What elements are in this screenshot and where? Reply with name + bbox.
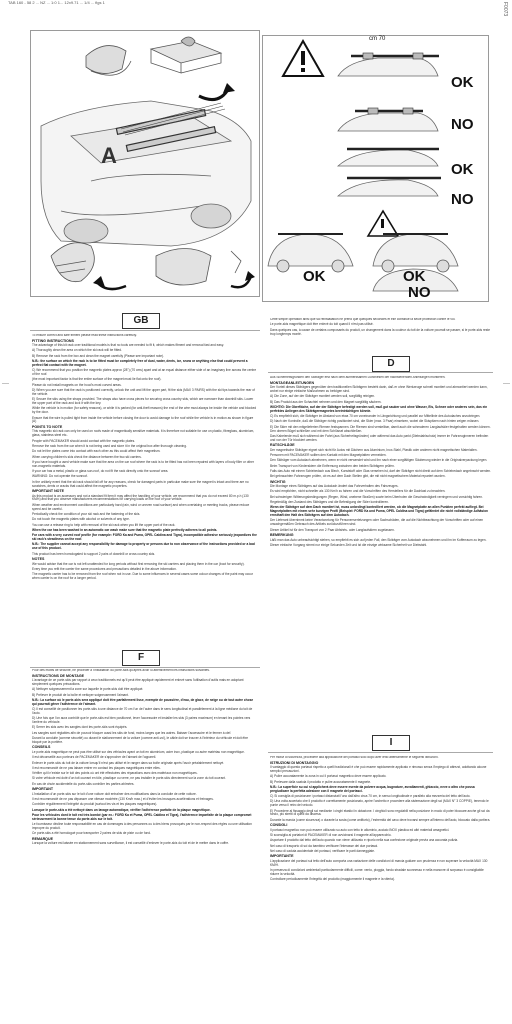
section-paragraph: People with PACEMAKER should avoid contact with the magnetic plates.	[32, 438, 136, 443]
section-paragraph: C) We recommend that you position the magnetic plates approx (28") (70 cms) apart and at an equal distance either side of an imaginary line across the centre of the roof.	[32, 368, 257, 376]
intro-text: To ensure correct and safe fitment please read these instructions carefully.	[32, 334, 137, 337]
section-paragraph: This magnetic ski rack can only be used on roofs made of magnetically sensitive materials. It is therefore not suitable for use on plastic, fibreglass, aluminium, glass, stainless steel etc..	[32, 429, 255, 438]
section-heading: CONSIGLI	[270, 823, 288, 828]
section-paragraph: Ce porte-skis a été homologué pour transporter 2 paires de skis de piste ou de fond.	[32, 831, 151, 836]
section-paragraph: Bei schwierigen Witterungsbedingungen (Regen, Wind, unebene Straßen) sowie beim Überholen die Geschwindigkeit verringern und vorsichtig fahren.	[270, 494, 483, 499]
divider	[30, 667, 260, 668]
section-paragraph: Den Skiträger vom Autodach abnehmen, wenn er nicht verwendet wird und ihn nach einer sorgfältigen Säuberung wieder in die Originalverpackung legen.	[270, 458, 488, 463]
section-paragraph: Durant la conduite (comme sécurité) ou durant le stationnement de la voiture (comme anti-vol), le câble doit se trouver à l'intérieur du véhicule et doit être bloqué par la portière.	[32, 736, 249, 744]
section-paragraph: Il est recommandé de ne pas dépasser une vitesse modérée (130 Km/h max.) et d'éviter les brusques accélérations et freinages.	[32, 796, 214, 801]
verdict-no: NO	[408, 284, 431, 301]
illustration-positioning	[262, 35, 489, 302]
f-sections	[32, 675, 258, 847]
instructions-f-continued	[270, 318, 492, 354]
section-paragraph: B) Prelevare dalla scatola il prodotto e pulire accuratamente il magnete.	[270, 779, 371, 784]
verdict-ok: OK	[303, 268, 326, 285]
section-paragraph: Beim Transport von Kinderskiern die Entfernung zwischen den beiden Skiträgern prüfen.	[270, 463, 395, 468]
section-paragraph: Do not let the plates come into contact with each other as this could affect their magnetism.	[32, 449, 161, 454]
section-paragraph: Der Lieferant übernimmt keine Verantwortung für Personenverletzungen oder Sachschäden, die auf die Nichtbeachtung der Vorschriften oder auf einen unsachgemäßen Gebrauch des Artikels zurückzuführen sind.	[270, 518, 484, 527]
instructions-f	[32, 669, 258, 1014]
section-paragraph: When weather and environment conditions are particularly hard (rain, wind or uneven road surface) and when overtaking or meeting trucks, please reduce speed and be careful.	[32, 502, 250, 511]
section-paragraph: Please do not install magnets on the hood's most curved areas.	[32, 382, 122, 387]
section-paragraph: If your car has a metal, plastic or glass sun-roof, do not fit the rack directly onto the sunroof area.	[32, 469, 169, 473]
section-paragraph: B) Das Produkt aus der Schachtel nehmen und den Magnet sorgfältig säubern.	[270, 399, 382, 404]
section-paragraph: (the most important factor is that the entire surface of the magnet must lie flat onto the roof).	[32, 377, 162, 382]
section-paragraph: Falls das Auto mit einem Schiebedach aus Blech, Kunststoff oder Glas versehen ist, darf der Skiträger nicht direkt auf dem Schiebedach angebracht werden.	[270, 468, 492, 473]
section-heading: INSTRUCTIONS DE MONTAGE	[32, 673, 85, 678]
section-paragraph: Le fournisseur décline toute responsabilité en cas de dommages à des personnes ou à des biens provoqués par le non-respect des règles ou une utilisation impropre du produit.	[32, 822, 252, 830]
section-heading: FITTING INSTRUCTIONS	[32, 338, 74, 343]
section-paragraph: You can use a release ring to help with removal of the ski rack when you lift the upper part of the rack.	[32, 522, 176, 527]
section-paragraph: For cars with a very curved roof profile (for example: FORD Ka and Puma, OPEL Caldina and Tigra), incompatible adhesive seriously jeopardizes the ski rack's steadiness on the roof.	[32, 533, 257, 541]
section-paragraph: Das Kabelende muß sich während der Fahrt (aus Sicherheitsgründen) oder während das Auto parkt (Diebstahlschutz) immer im Fahrzeuginneren befinden und von der Tür blockiert werden.	[270, 433, 489, 442]
section-paragraph: Asportare il prodotto dal tetto dell'auto quando non viene utilizzato e riporlo nella sua confezione originale previa una accurata pulizia.	[270, 838, 459, 843]
gb-sections	[32, 340, 258, 581]
section-paragraph: Contrôler régulièrement l'intégrité du produit (surtout les vis et les plaques magnétiques).	[32, 802, 158, 807]
verdict-ok: OK	[403, 268, 426, 285]
section-paragraph: A) Pulire accuratamente la zona in cui il portasci magnetico deve essere applicato.	[270, 774, 387, 779]
page-number: F0073	[502, 2, 508, 17]
intro-text: Per motivi di sicurezza, procedere alla applicazione del portasci solo dopo aver letto attentamente le seguenti istruzioni.	[270, 756, 439, 759]
section-paragraph: Lorsque le porte-skis a été nettoyé dans un lavage automatique, vérifier l'adhérence parfaite de la plaque magnétique.	[32, 807, 211, 812]
section-paragraph: N.B.: The supplier cannot accept any responsibility for damage to property or persons due to non observance of the instructions provided or a bad use of this product.	[32, 542, 255, 551]
section-paragraph: Bei gebrauchten Fahrzeugen prüfen, ob es auf dem Dach Stellen gibt, die mit nicht magnetischem Material repariert wurden.	[270, 474, 446, 479]
section-paragraph: If you have bought a used vehicle make sure that the area on the car roof where the rack is to be fitted has not been repaired with layers of body filler or other non-magnetic materials.	[32, 459, 255, 468]
section-paragraph: The magnetic carrier has to be removed from the roof when not in use. Due to some influences in several cases some colour changes of the paint may occur when carrier is on the roof for a longer period.	[32, 572, 253, 580]
section-heading: IMPORTANT NOTE	[32, 489, 65, 493]
section-paragraph: This product has been homologated to support 2 pairs of downhill or cross country skis.	[32, 551, 156, 556]
section-paragraph: D) Une fois que l'on aura contrôlé que le porte-skis est bien positionné, lever l'accessoire et installer les skis (3 paires maximum) en tenant les pointes vers l'arrière du véhicule.	[32, 716, 251, 725]
section-paragraph: Nel caso di caduta accidentale del portasci, verificare le parti danneggiate.	[270, 848, 375, 853]
verdict-ok: OK	[451, 161, 474, 178]
section-paragraph: The advantage of this kit rack over traditional models is that no tools are needed to fit it, which makes fitment and removal fast and easy.	[32, 343, 224, 347]
section-paragraph: N.B.: the surface on which the rack is to be fitted must be completely free of dust, water, dents, ice, snow or anything else that could prevent a perfect flat contact with the magnet.	[32, 358, 248, 367]
lang-tab-gb: GB	[122, 313, 160, 329]
section-paragraph: Die Montage eines Skiträgers auf das Autodach ändert das Fahrverhalten des Fahrzeuges.	[270, 484, 399, 489]
section-paragraph: Les sangles sont réglables afin de pouvoir bloquer aussi les skis de fond, moins larges que les autres. Baisser l'accessoire et le fermer à clef.	[32, 730, 232, 735]
section-paragraph: C) Il est conseillé de positionner les porte-skis à une distance de 70 cm l'un de l'autre dans le sens longitudinal et parallèlement à la ligne médiane du toit de l'auto.	[32, 707, 253, 715]
instructions-i	[270, 756, 492, 1018]
illustration-fitting	[30, 30, 260, 297]
intro-text: Pour des motifs de sécurité, ne procéder à l'installation du porte-skis qu'après avoir lu attentivement les instructions suivantes.	[32, 669, 210, 672]
section-paragraph: Ensure that the wire is pulled tight from inside the vehicle before closing the door to avoid damage to the roof while the vehicle is in motion as shown in figure (A)	[32, 415, 254, 424]
section-paragraph: Wenn der Skiträger auf dem Dach montiert ist, muss unbedingt kontrolliert werden, ob die Magnetplatte an allen Punkten perfekt aufliegt. Bei Magnetplatten mit einem sehr kurvigen Profil (Beispiel: FORD Ka und Puma, OPEL Caldina und Tigra) gefährdet die nicht vollständige Adhäsion ernsthaft den Halt des Skiträgers auf dem Autodach.	[270, 505, 488, 518]
section-paragraph: Do not touch the magnetic plates with alcohol or solvents of any type.	[32, 517, 130, 522]
registration-mark: —	[503, 380, 510, 387]
section-paragraph: Si sconsiglia ai portatori di PACEMAKER di non avvicinarsi il magnete all'apparecchio.	[270, 833, 392, 837]
verdict-no: NO	[451, 191, 474, 208]
section-heading: ISTRUZIONI DI MONTAGGIO	[270, 760, 319, 765]
section-paragraph: B) Remove the rack from the box and clean the magnet carefully (Please see important note).	[32, 353, 164, 358]
distance-label: cm 70	[369, 36, 386, 42]
section-heading: NOTES	[32, 557, 45, 561]
section-heading: REMARQUE	[32, 836, 53, 841]
continued-text: Cette simple opération ainsi que sa réinstallation ne prend que quelques secondes et elle constitue la seule protection contre le vol.	[270, 318, 456, 321]
section-paragraph: Il vantaggio di questo portasci rispetto a quelli tradizionali è che può essere rapidamente applicato e rimosso senza l'impiego di attrezzi, adottando alcune semplici precauzioni.	[270, 765, 487, 773]
section-heading: IMPORTANTE	[270, 854, 294, 859]
section-paragraph: A) Nettoyer soigneusement la zone sur laquelle le porte-skis doit être appliqué.	[32, 687, 144, 692]
section-paragraph: D) When you are sure that the rack is positioned correctly, unlock the unit and lift the upper part, fit the skis (MAX 3 PAIRS) with the ski tips towards the rear of the vehicle.	[32, 387, 255, 396]
section-heading: IMPORTANT	[32, 787, 54, 792]
lang-tab-f: F	[122, 650, 160, 666]
section-paragraph: Si votre véhicule est doté d'un toit ouvrant en tôle, plastique ou verre, ne pas installer le porte-skis directement sur la zone du toit ouvrant.	[32, 776, 226, 781]
section-paragraph: E) Serrer les skis avec les sangles dont les porte-skis sont équipés.	[32, 725, 128, 730]
section-paragraph: D) Una volta accertato che il prodotto è correttamente posizionato, aprire l'archetto e procedere alla sistemazione degli sci (MAX N° 3 COPPIE), tenendo le punte verso il retro del veicolo.	[270, 799, 489, 808]
divider	[30, 330, 260, 331]
section-paragraph: Vérifier qu'il n'existe sur le toit des points où ont été effectuées des réparations avec des matériaux non magnétiques.	[32, 771, 198, 776]
section-paragraph: L'avantage de ce porte-skis par rapport à ceux traditionnels est qu'il peut être appliqué rapidement et enlevé sans l'utilisation d'outils mais en adoptant simplement quelques précautions.	[32, 678, 244, 686]
section-heading: MONTAGEANLEITUNGEN	[270, 380, 315, 385]
continued-text: Le porte-skis magnétique doit être enlevé du toit quand il n'est pas utilisé.	[270, 322, 374, 327]
section-paragraph: Regelmäßig den Zustand des Skiträgers und die Befestigung der Skier kontrollieren.	[270, 500, 389, 505]
section-paragraph: Es wird empfohlen, nicht schneller als 130 Km/h zu fahren und die Vorschriften des Herstellers für die Dachlast zu beachten.	[270, 489, 446, 494]
fitting-diagram	[31, 31, 259, 296]
section-paragraph: WICHTIG: Die Oberfläche, auf der der Skiträger befestigt werden soll, muß gut sauber und ohne Wasser, Eis, Schnee oder anderes sein, das ein perfektes Anliegen des Skiträgermagnetes beeinträchtigen könnte.	[270, 404, 488, 413]
section-paragraph: Controllare periodicamente l'integrità del prodotto (maggiormente il magnete e la viteria).	[270, 877, 395, 882]
d-sections	[270, 382, 492, 548]
section-paragraph: D) Nach der Kontrolle, daß die Skiträger richtig positioniert sind, die Skier (max. 3 Paar) einsetzen, wobei die Skispitzen nach hinten zeigen müssen.	[270, 419, 480, 424]
registration-mark: —	[2, 380, 9, 387]
section-paragraph: While the vehicle is in motion (for safety reasons), or while it is parked (for anti-theft reasons) the end of the wire must always be inside the vehicle and blocked by the door.	[32, 406, 257, 415]
lang-tab-i: I	[372, 735, 410, 751]
section-heading: BEMERKUNG	[270, 533, 294, 538]
section-paragraph: Il portasci magnetico non può essere utilizzato su auto con tetto in alluminio, acciaio INOX plastica ed altri materiali amagnetici.	[270, 827, 450, 832]
print-header: TAB 160 - 58 2 ... NZ ... 1:0 1... 12x9.71 ... 1/4 ... figs 1	[8, 0, 105, 5]
section-paragraph: We would advise that the car is not left unattended for long periods without first removing the ski carriers and placing them in the car (boot for security).	[32, 561, 245, 566]
verdict-ok: OK	[451, 74, 474, 91]
section-paragraph: Der Vorteil dieses Skiträgers gegenüber den traditionellen Skiträgern besteht darin, daß er ohne Werkzeuge schnell montiert und abmontiert werden kann, wobei nur einige einfache Maßnahmen zu befolgen sind.	[270, 385, 488, 393]
section-heading: CONSEILS	[32, 745, 51, 750]
section-paragraph: When the car has been washed in an automatic car wash make sure that the magnetic plate perfectly adheres to all points.	[32, 527, 218, 532]
section-paragraph: Il est recommandé de ne pas laisser entrer en contact les plaques magnétiques entre elles.	[32, 765, 161, 770]
instructions-gb	[32, 334, 258, 644]
section-paragraph: As this product is an accessory and not a standard fit item it may affect the handling of your vehicle, we recommend that you do not exceed 80 m.p.h (130 KM/h) and that you observe manufacturers recommendations for carrying loads on the roof of your vehicle.	[32, 493, 249, 502]
section-paragraph: WARNING: Do not operate the sunroof.	[32, 474, 88, 479]
section-heading: POINTS TO NOTE	[32, 424, 63, 429]
section-heading: RATSCHLÄGE	[270, 443, 295, 448]
section-paragraph: C) Es empfiehlt sich, die Skiträger im Abstand von etwa 70 cm voneinander in Längsrichtung und parallel zur Mittellinie des Autodaches anzubringen.	[270, 414, 481, 418]
section-paragraph: Pour les véhicules dont le toit est très bombé (par ex.: FORD Ka et Puma, OPEL Caldina et Tigra), l'adhérence imparfaite de la plaque compromet sérieusement la bonne tenue du porte-skis sur le toit.	[32, 812, 252, 821]
verdict-no: NO	[451, 116, 474, 133]
intro-text: Aus Sicherheitsgründen den Skiträger erst nach dem aufmerksamen Durchlesen der nachstehenden Anleitungen montieren.	[270, 376, 446, 379]
section-paragraph: Dieser Artikel ist für den Transport von 2 Paar Abfahrts- oder Langlaufskiern zugelassen.	[270, 527, 395, 532]
instructions-d	[270, 376, 492, 728]
section-paragraph: E) Procedere al fissaggio degli sci mediante i cinghi elastici in dotazione. I cinghioli sono regolabili nella posizione in modo di poter bloccare anche gli sci da fondo, più stretti di quelli da discesa.	[270, 808, 490, 817]
i-sections	[270, 762, 492, 883]
section-paragraph: N.B.: La surface où le porte-skis sera appliqué doit être parfaitement lisse, exempte de poussière, d'eau, de glace, de neige ou de tout autre chose qui pourrait gêner l'adhérence de l'aimant.	[32, 697, 254, 706]
figure-label: A	[101, 143, 117, 168]
section-paragraph: Durante la marcia (come sicurezza) o durante la sosta (come antifurto), l'estremità del cavo deve trovarsi sempre all'interno dell'auto, bloccato dalla portiera.	[270, 817, 491, 822]
section-paragraph: En cas de chute accidentelle du porte-skis contrôler les parties abîmées.	[32, 781, 135, 786]
section-paragraph: In the unlikely event that the ski rack should fall off for any reasons, check for damaged parts in particular make sure the magnet is intact and there are no scratches, dents or cracks that could affect the magnetic properties.	[32, 479, 249, 488]
section-paragraph: N.B.: La superficie su cui si applicherà deve essere esente da polvere acqua, bugnature, avvallamenti, ghiaccio, neve o altro che possa pregiudicare la perfetta adesione con il magnete del portasci.	[270, 784, 475, 793]
section-paragraph: Enlever le porte-skis du toit de la voiture lorsqu'il n'est pas utilisé et le ranger dans sa boîte originale après l'avoir préalablement nettoyé.	[32, 760, 225, 765]
section-paragraph: Lorsque la voiture est laissée en stationnement sans surveillance, il est conseillé d'enlever le porte-skis du toit et de le mettre dans le coffre.	[32, 841, 230, 846]
section-paragraph: A) Thoroughly clean the area on which the ski rack will be fitted.	[32, 348, 122, 353]
section-heading: WICHTIG	[270, 479, 286, 484]
section-paragraph: Every time you refit the carrier the same procedures and precautions detailed in the above information.	[32, 566, 177, 571]
section-paragraph: E) Die Skier mit den mitgelieferten Riemen festspannen. Die Riemen sind verstellbar, damit auch die schmaleren Langlaufskier festgehalten werden können. Den oberen Bügel schließen und mit dem Schlüssel abschließen.	[270, 424, 491, 433]
section-paragraph: Periodically check the condition of your ski rack and the fastening of the skis.	[32, 511, 141, 516]
section-paragraph: In presenza di condizioni ambientali particolarmente difficili, come: vento, pioggia, fondo stradale sconnesso e nella manovre di sorpasso è consigliabile ridurre la velocità.	[270, 868, 484, 876]
divider	[268, 752, 493, 753]
section-paragraph: Läßt man das Auto unbeaufsichtigt stehen, so empfiehlt es sich auf jeden Fall, den Skiträger vom Autodach abzunehmen und ihn im Kofferraum zu legen.	[270, 537, 487, 542]
section-paragraph: Nel caso di trasporto di sci da bambino verificare l'interasse dei due portasci.	[270, 843, 379, 848]
section-paragraph: L'installation d'un porte-skis sur le toit d'une voiture doit entraîner des modifications dans la conduite de cette voiture.	[32, 791, 197, 796]
lang-tab-d: D	[372, 356, 410, 372]
section-paragraph: Il est déconseillé aux porteurs de PACEMAKER de s'approcher de l'aimant de l'appareil.	[32, 755, 157, 760]
section-paragraph: Dieser einfache Vorgang nimmt nur einige Sekunden Zeit und ist die einzige wirksame Sicherheit vor Diebstahl.	[270, 542, 427, 547]
section-paragraph: C) Si consiglia di posizionare i portasci distanziati l'uno dall'altro circa 70 cm, in senso longitudinale e parallelo alla mezzeria del tetto dell'auto.	[270, 794, 471, 798]
section-paragraph: A) Die Zone, auf der der Skiträger montiert werden soll, sorgfältig reinigen.	[270, 394, 376, 399]
section-paragraph: Personen mit PACEMAKER sollten den Kontakt mit den Magnetplatten vermeiden.	[270, 453, 387, 457]
section-paragraph: L'applicazione del portasci sul tetto dell'auto comporta una variazione delle condizioni di marcia guidare con prudenza e non superare la velocità MAX 130 KM/H.	[270, 858, 488, 867]
section-paragraph: Remove the rack from the car when it is not being used and store it in the original box after thorough cleaning.	[32, 443, 187, 448]
section-paragraph: Le porte-skis magnétique ne peut pas être utilisé sur des véhicules ayant un toit en aluminium, acier inox, plastique ou autre matériau non magnétique.	[32, 749, 245, 754]
section-paragraph: B) Prélever le produit de la boîte et nettoyer soigneusement l'aimant.	[32, 692, 129, 697]
continued-text: Dans quelques cas, à cause de certains composants du produit, un changement dans la couleur du toit de la voiture pourrait se passer, si le porte-skis reste trop longtemps monté.	[270, 327, 491, 336]
divider	[268, 372, 493, 373]
section-paragraph: Der magnetische Skiträger eignet sich nicht für Autos mit Dächern aus Aluminium, Inox-Stahl, Plastik oder anderen nicht magnetischen Materialien.	[270, 447, 478, 452]
section-paragraph: E) Secure the skis using the straps provided. The straps also have cross pieces for securing cross country skis, which are narrower than downhill skis. Lower the upper part of the rack and lock it with the key.	[32, 397, 254, 405]
section-paragraph: When carrying children's skis check the distance between the two ski carriers.	[32, 454, 142, 459]
